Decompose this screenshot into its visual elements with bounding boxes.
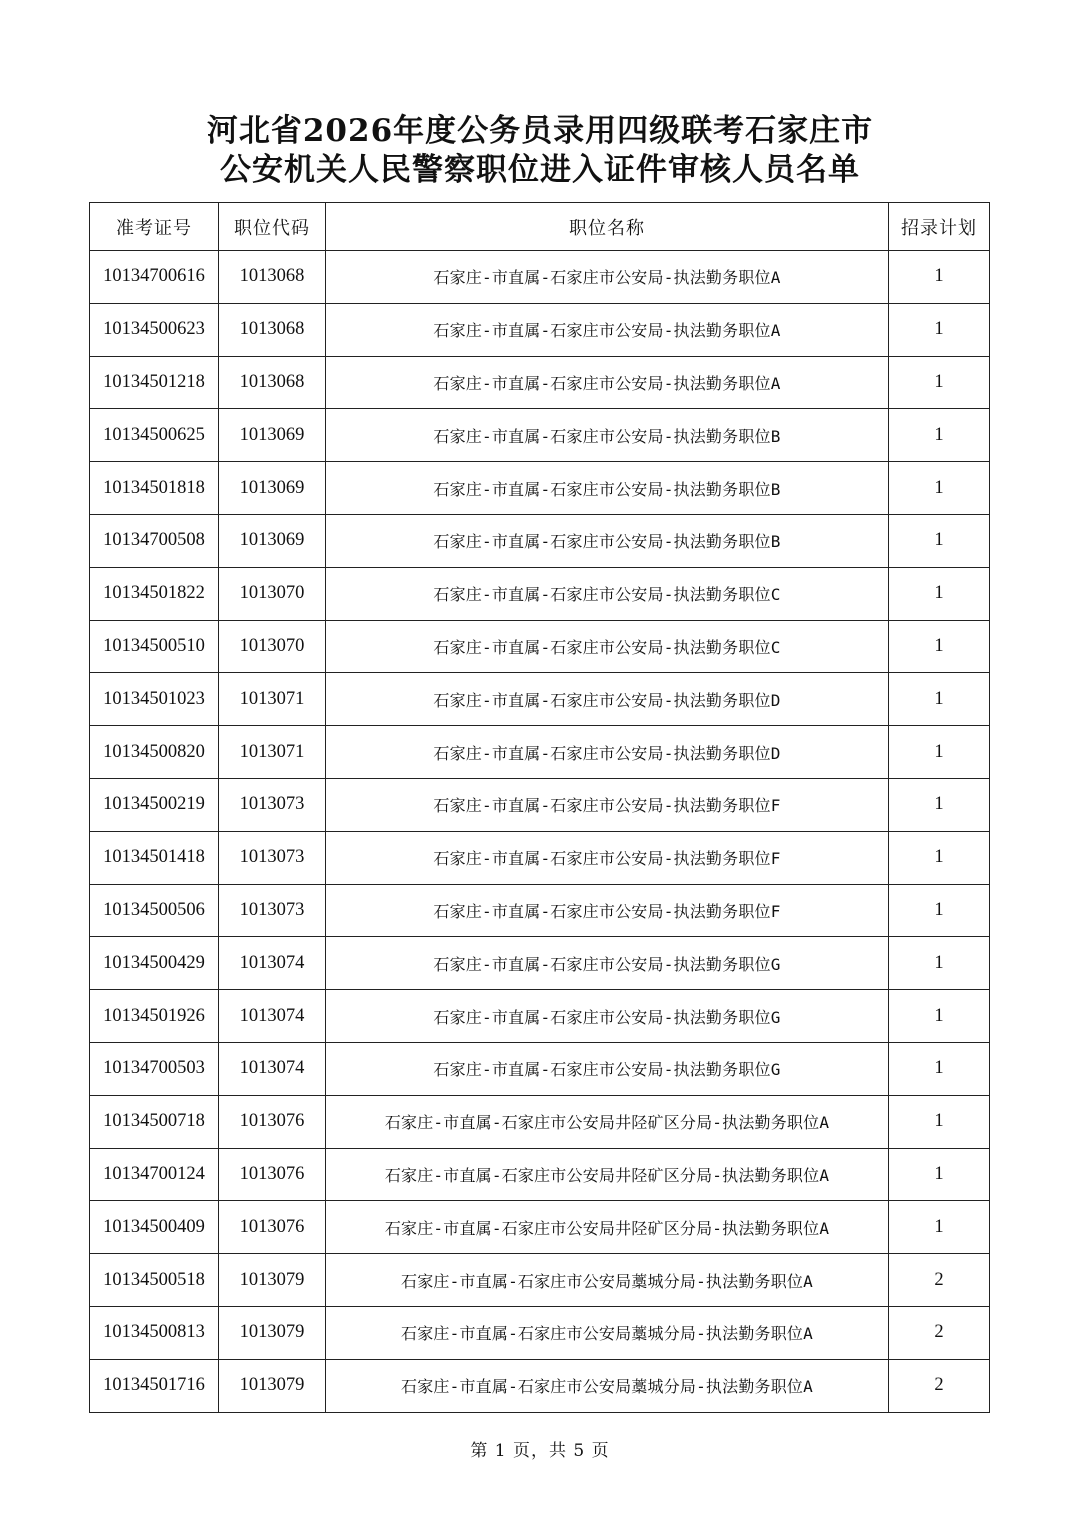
position-code-cell: 1013069: [219, 514, 326, 567]
position-code-cell: 1013073: [219, 778, 326, 831]
recruit-plan-cell: 2: [889, 1254, 990, 1307]
exam-id-cell: 10134500510: [90, 620, 219, 673]
exam-id-cell: 10134501926: [90, 990, 219, 1043]
recruit-plan-cell: 1: [889, 514, 990, 567]
exam-id-cell: 10134700503: [90, 1042, 219, 1095]
position-code-cell: 1013076: [219, 1095, 326, 1148]
position-name-cell: 石家庄-市直属-石家庄市公安局-执法勤务职位B: [326, 514, 889, 567]
exam-id-cell: 10134500429: [90, 937, 219, 990]
recruit-plan-cell: 1: [889, 251, 990, 304]
position-name-cell: 石家庄-市直属-石家庄市公安局-执法勤务职位G: [326, 1042, 889, 1095]
position-code-cell: 1013073: [219, 831, 326, 884]
exam-id-cell: 10134501822: [90, 567, 219, 620]
position-code-cell: 1013069: [219, 409, 326, 462]
header-position-name: 职位名称: [326, 203, 889, 251]
table-header-row: [90, 203, 990, 251]
exam-id-cell: 10134700508: [90, 514, 219, 567]
exam-id-cell: 10134501218: [90, 356, 219, 409]
position-name-cell: 石家庄-市直属-石家庄市公安局-执法勤务职位G: [326, 937, 889, 990]
position-name-cell: 石家庄-市直属-石家庄市公安局-执法勤务职位B: [326, 462, 889, 515]
position-name-cell: 石家庄-市直属-石家庄市公安局-执法勤务职位F: [326, 778, 889, 831]
position-name-cell: 石家庄-市直属-石家庄市公安局藁城分局-执法勤务职位A: [326, 1254, 889, 1307]
position-code-cell: 1013079: [219, 1254, 326, 1307]
recruit-plan-cell: 1: [889, 356, 990, 409]
position-name-cell: 石家庄-市直属-石家庄市公安局-执法勤务职位G: [326, 990, 889, 1043]
position-code-cell: 1013069: [219, 462, 326, 515]
table-row: [90, 620, 990, 673]
position-name-cell: 石家庄-市直属-石家庄市公安局-执法勤务职位A: [326, 251, 889, 304]
header-position-code: 职位代码: [219, 203, 326, 251]
table-row: [90, 778, 990, 831]
position-name-cell: 石家庄-市直属-石家庄市公安局井陉矿区分局-执法勤务职位A: [326, 1148, 889, 1201]
table-row: [90, 831, 990, 884]
header-recruit-plan: 招录计划: [889, 203, 990, 251]
table-row: [90, 303, 990, 356]
position-name-cell: 石家庄-市直属-石家庄市公安局-执法勤务职位A: [326, 303, 889, 356]
table-row: [90, 1359, 990, 1412]
recruit-plan-cell: 1: [889, 884, 990, 937]
table-row: [90, 1254, 990, 1307]
position-code-cell: 1013068: [219, 356, 326, 409]
table-body: [90, 251, 990, 1413]
table-row: [90, 356, 990, 409]
page-footer: 第 1 页，共 5 页: [470, 1441, 610, 1461]
recruit-plan-cell: 1: [889, 831, 990, 884]
table-row: [90, 462, 990, 515]
recruit-plan-cell: 2: [889, 1306, 990, 1359]
position-name-cell: 石家庄-市直属-石家庄市公安局-执法勤务职位F: [326, 831, 889, 884]
recruit-plan-cell: 1: [889, 409, 990, 462]
title-line-2: 公安机关人民警察职位进入证件审核人员名单: [220, 152, 860, 188]
table-row: [90, 726, 990, 779]
recruit-plan-cell: 1: [889, 1201, 990, 1254]
position-code-cell: 1013079: [219, 1306, 326, 1359]
position-name-cell: 石家庄-市直属-石家庄市公安局-执法勤务职位D: [326, 726, 889, 779]
exam-id-cell: 10134500518: [90, 1254, 219, 1307]
position-code-cell: 1013071: [219, 726, 326, 779]
table-row: [90, 937, 990, 990]
recruit-plan-cell: 1: [889, 937, 990, 990]
position-code-cell: 1013070: [219, 620, 326, 673]
position-name-cell: 石家庄-市直属-石家庄市公安局-执法勤务职位D: [326, 673, 889, 726]
table-row: [90, 990, 990, 1043]
document-title: [0, 112, 1080, 190]
recruit-plan-cell: 1: [889, 990, 990, 1043]
recruit-plan-cell: 1: [889, 620, 990, 673]
position-code-cell: 1013070: [219, 567, 326, 620]
table-row: [90, 567, 990, 620]
title-line-1: 河北省2026年度公务员录用四级联考石家庄市: [206, 113, 874, 149]
exam-id-cell: 10134501818: [90, 462, 219, 515]
header-exam-id: 准考证号: [90, 203, 219, 251]
exam-id-cell: 10134500718: [90, 1095, 219, 1148]
recruit-plan-cell: 1: [889, 778, 990, 831]
exam-id-cell: 10134500219: [90, 778, 219, 831]
candidate-table: [89, 202, 990, 1413]
exam-id-cell: 10134500409: [90, 1201, 219, 1254]
position-code-cell: 1013073: [219, 884, 326, 937]
table-row: [90, 1306, 990, 1359]
position-name-cell: 石家庄-市直属-石家庄市公安局井陉矿区分局-执法勤务职位A: [326, 1095, 889, 1148]
recruit-plan-cell: 1: [889, 462, 990, 515]
position-name-cell: 石家庄-市直属-石家庄市公安局-执法勤务职位B: [326, 409, 889, 462]
exam-id-cell: 10134501418: [90, 831, 219, 884]
recruit-plan-cell: 1: [889, 1042, 990, 1095]
table-row: [90, 1095, 990, 1148]
recruit-plan-cell: 1: [889, 1095, 990, 1148]
position-name-cell: 石家庄-市直属-石家庄市公安局井陉矿区分局-执法勤务职位A: [326, 1201, 889, 1254]
exam-id-cell: 10134700124: [90, 1148, 219, 1201]
table-row: [90, 1042, 990, 1095]
table-row: [90, 1201, 990, 1254]
position-code-cell: 1013074: [219, 990, 326, 1043]
position-code-cell: 1013074: [219, 1042, 326, 1095]
exam-id-cell: 10134501716: [90, 1359, 219, 1412]
position-code-cell: 1013079: [219, 1359, 326, 1412]
exam-id-cell: 10134500625: [90, 409, 219, 462]
table-row: [90, 514, 990, 567]
recruit-plan-cell: 1: [889, 1148, 990, 1201]
position-name-cell: 石家庄-市直属-石家庄市公安局-执法勤务职位F: [326, 884, 889, 937]
exam-id-cell: 10134500623: [90, 303, 219, 356]
exam-id-cell: 10134501023: [90, 673, 219, 726]
recruit-plan-cell: 1: [889, 303, 990, 356]
recruit-plan-cell: 1: [889, 567, 990, 620]
position-code-cell: 1013074: [219, 937, 326, 990]
exam-id-cell: 10134500506: [90, 884, 219, 937]
table-row: [90, 251, 990, 304]
position-code-cell: 1013071: [219, 673, 326, 726]
position-name-cell: 石家庄-市直属-石家庄市公安局藁城分局-执法勤务职位A: [326, 1306, 889, 1359]
table-row: [90, 673, 990, 726]
position-name-cell: 石家庄-市直属-石家庄市公安局藁城分局-执法勤务职位A: [326, 1359, 889, 1412]
table-row: [90, 409, 990, 462]
position-code-cell: 1013076: [219, 1148, 326, 1201]
table-row: [90, 1148, 990, 1201]
position-code-cell: 1013068: [219, 251, 326, 304]
position-name-cell: 石家庄-市直属-石家庄市公安局-执法勤务职位C: [326, 620, 889, 673]
recruit-plan-cell: 1: [889, 673, 990, 726]
recruit-plan-cell: 1: [889, 726, 990, 779]
exam-id-cell: 10134700616: [90, 251, 219, 304]
position-name-cell: 石家庄-市直属-石家庄市公安局-执法勤务职位C: [326, 567, 889, 620]
position-name-cell: 石家庄-市直属-石家庄市公安局-执法勤务职位A: [326, 356, 889, 409]
recruit-plan-cell: 2: [889, 1359, 990, 1412]
exam-id-cell: 10134500813: [90, 1306, 219, 1359]
position-code-cell: 1013076: [219, 1201, 326, 1254]
table-row: [90, 884, 990, 937]
exam-id-cell: 10134500820: [90, 726, 219, 779]
position-code-cell: 1013068: [219, 303, 326, 356]
